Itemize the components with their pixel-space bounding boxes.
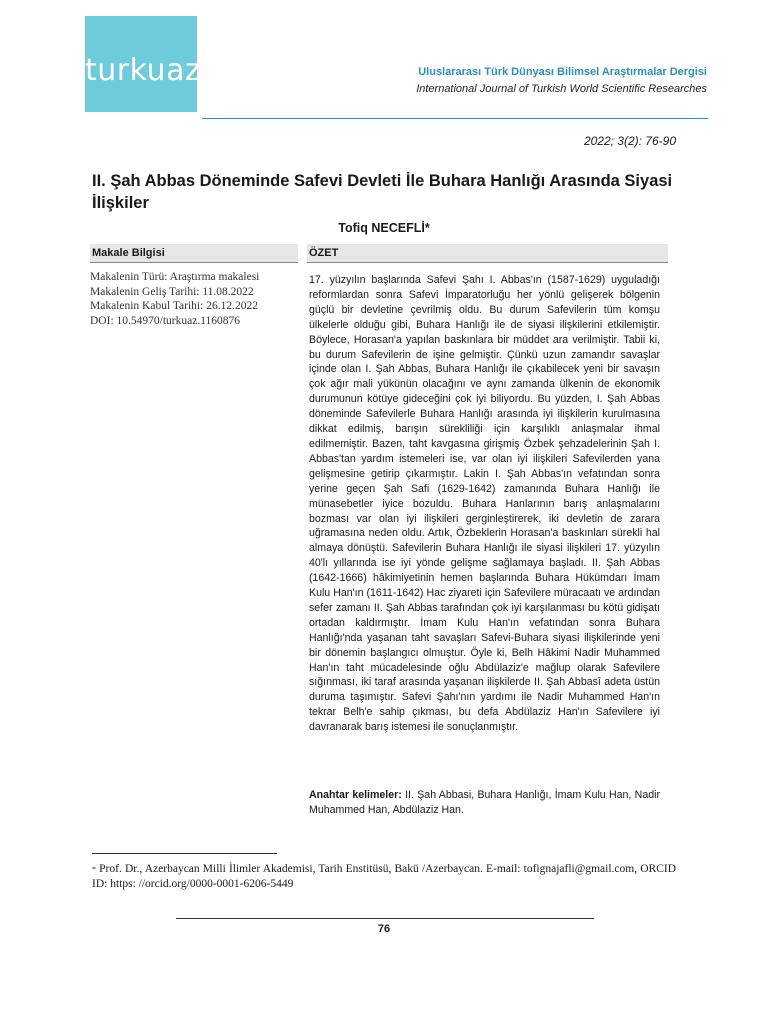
received-date: Makalenin Geliş Tarihi: 11.08.2022 <box>90 285 254 298</box>
article-author: Tofiq NECEFLİ* <box>338 221 430 235</box>
footnote-divider <box>92 853 277 854</box>
journal-logo <box>85 16 202 112</box>
article-title: II. Şah Abbas Döneminde Safevi Devleti İle Buhara Hanlığı Arasında Siyasi İlişkiler <box>92 172 673 212</box>
logo-text: turkuaz <box>85 53 202 88</box>
doi[interactable]: DOI: 10.54970/turkuaz.1160876 <box>90 314 241 327</box>
journal-title-english: International Journal of Turkish World Scientific Researches <box>416 83 707 95</box>
keywords-label: Anahtar kelimeler: <box>309 789 402 801</box>
article-type: Makalenin Türü: Araştırma makalesi <box>90 271 260 283</box>
footnote-text: Prof. Dr., Azerbaycan Milli İlimler Akademisi, Tarih Enstitüsü, Bakü /Azerbaycan. E-mail: tofignajafli@gmail.com, ORCID ID: https: //orcid.org/0000-0001-6206-5449 <box>92 863 677 890</box>
keywords-list: II. Şah Abbasi, Buhara Hanlığı, İmam Kulu Han, Nadir Muhammed Han, Abdülaziz Han. <box>309 789 660 816</box>
keywords <box>309 788 660 818</box>
journal-title-turkish: Uluslararası Türk Dünyası Bilimsel Araştırmalar Dergisi <box>418 66 707 78</box>
issue-citation: 2022; 3(2): 76-90 <box>583 134 676 148</box>
article-info <box>90 270 305 328</box>
page-number: 76 <box>377 923 391 935</box>
header-divider <box>202 118 708 119</box>
footnote-mark: * <box>92 865 96 874</box>
author-footnote <box>92 862 676 892</box>
abstract-text: 17. yüzyılın başlarında Safevi Şahı I. Abbas'ın (1587-1629) uyguladığı reformlardan sonra Safevi İmparatorluğu her yönlü gelişerek bölgenin güçlü bir devletine çevrilmiş oldu. Bu durum Safevilerin tüm komşu ülkelerle olduğu gibi, Buhara Hanlığı ile de siyasi ilişkilerini etkilemiştir. Böylece, Horasan'a yapılan baskınlara bir müddet ara verilmiştir. Tabii ki, bu durum Safevilerin de işine gelmiştir. Çünkü uzun zamandır savaşlar içinde olan I. Şah Abbas, Buhara Hanlığı ile çıkabilecek yeni bir savaşın çok ağır mali yükünün olacağını ve aynı zamanda ülkenin de ekonomik durumunun kötüye gideceğini çok iyi biliyordu. Bu yüzden, I. Şah Abbas döneminde Safevilerle Buhara Hanlığı arasında iyi ilişkilerin kurulmasına dikkat edilmiş, barışın sürekliliği için karşılıklı anlaşmalar ihmal edilmemiştir. Bazen, taht kavgasına girişmiş Özbek şehzadelerinin Şah I. Abbas'tan yardım istemeleri ise, var olan iyi ilişkileri Safevilerden yana gelişmesine getirip çıkarmıştır. Lakin I. Şah Abbas'ın vefatından sonra yerine geçen Şah Safi (1629-1642) zamanında Buhara Hanlığı ile münasebetler iyice bozuldu. Buhara Hanlarının barış anlaşmalarını bozması var olan iyi ilişkileri gerginleştirerek, iki devletin de zarara uğramasına neden oldu. Artık, Özbeklerin Horasan'a baskınları sürekli hal almaya dönüştü. Safevilerin Buhara Hanlığı ile siyasi ilişkileri 17. yüzyılın 40'lı yıllarında ise iyi yönde gelişme sağlamaya başladı. II. Şah Abbas (1642-1666) hâkimiyetinin hemen başlarında Buhara Hükümdarı İmam Kulu Han'ın (1611-1642) Hac ziyareti için Safevilere müracaatı ve ardından sefer zamanı II. Şah Abbas tarafından çok iyi karşılanması bu kötü gidişatı ortadan kaldırmıştır. İmam Kulu Han'ın vefatından sonra Buhara Hanlığı'nda yaşanan taht savaşları Safevi-Buhara siyasi ilişkilerinde yeni bir dönemin başlangıcı olmuştur. Öyle ki, Belh Hâkimi Nadir Muhammed Han'ın taht mücadelesinde oğlu Abdülaziz'e mağlup olarak Safevilere sığınması, iki taraf arasında yaşanan ilişkilerde II. Şah Abbasî adeta üstün duruma taşımıştır. Safevi Şahı'nın yardımı ile Nadir Muhammed Han'ın tekrar Belh'e sahip çıkması, bu defa Abdülaziz Han'ın Safevilere iyi davranarak barış istemesi ile sonuçlanmıştır. <box>309 274 660 734</box>
accepted-date: Makalenin Kabul Tarihi: 26.12.2022 <box>90 300 258 312</box>
page-footer-divider <box>176 918 594 919</box>
abstract-heading: ÖZET <box>307 244 668 263</box>
article-info-heading: Makale Bilgisi <box>90 244 298 263</box>
